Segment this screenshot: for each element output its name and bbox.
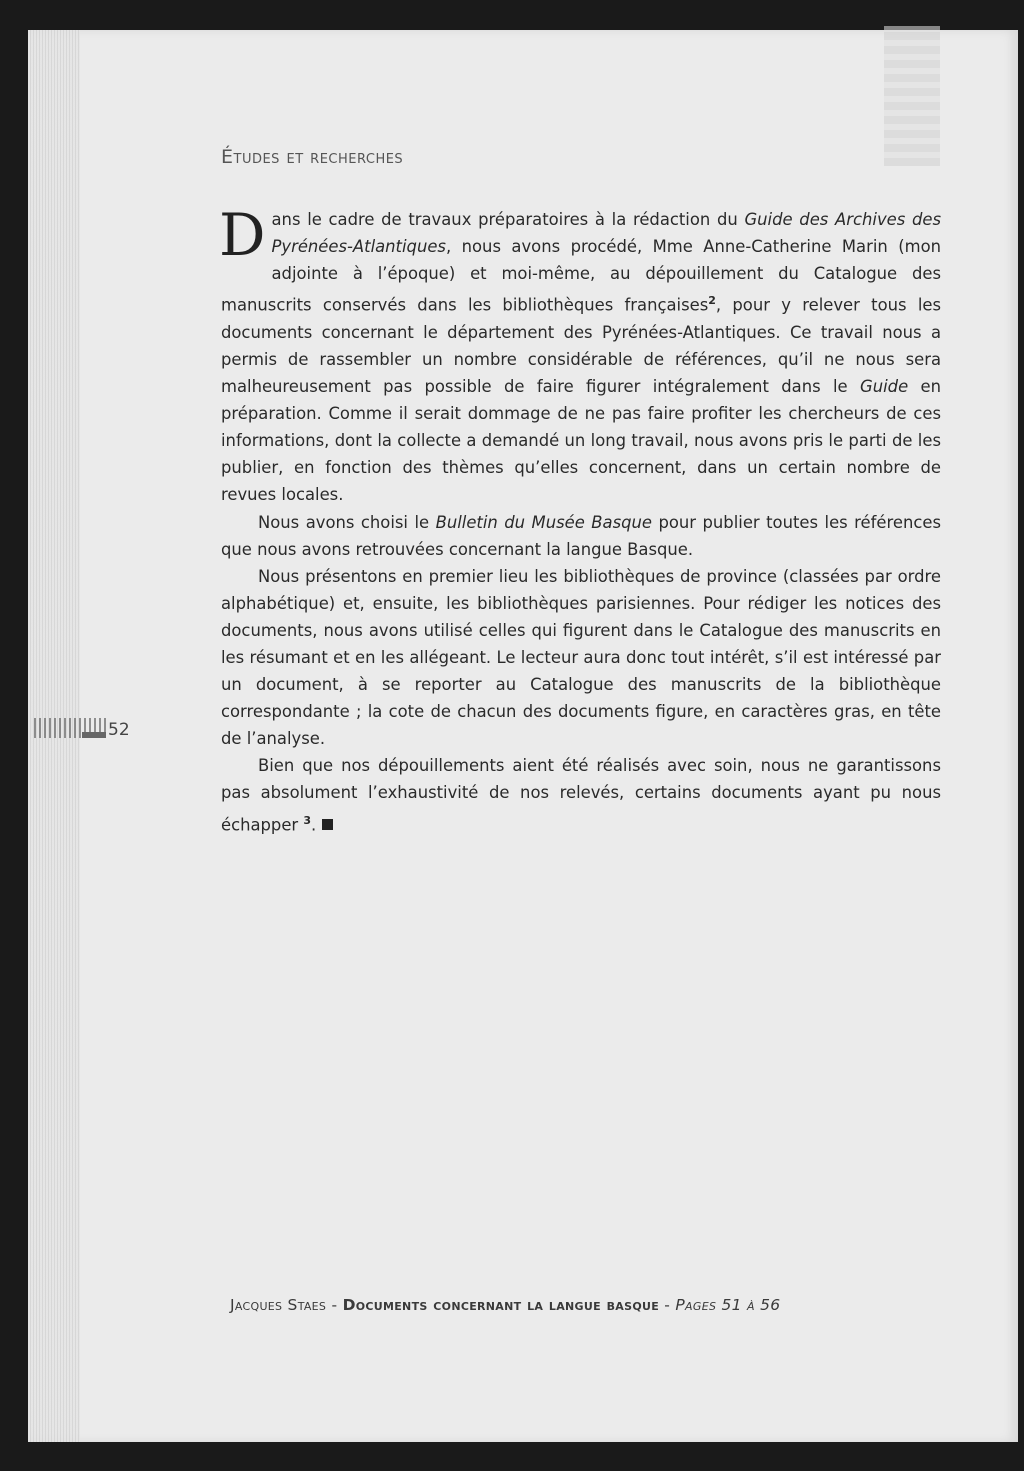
paragraph-1: Dans le cadre de travaux préparatoires à la rédaction du Guide des Archives des Pyrénées-Atlantiques, nous avons procédé, Mme Anne-Catherine Marin (mon adjointe à l’époque) et moi-même, au dépouillement du Catalogue des manuscrits conservés dans les bibliothèques françaises$^2$, pour y relever tous les documents concernant le département des Pyrénées-Atlantiques. Ce travail nous a permis de rassembler un nombre considérable de références, qu’il ne nous sera malheureusement pas possible de faire figurer intégralement dans le Guide en préparation. Comme il serait dommage de ne pas faire profiter les chercheurs de ces informations, dont la collecte a demandé un long travail, nous avons pris le parti de les publier, en fonction des thèmes qu’elles concernent, dans un certain nombre de revues locales. xyxy=(219,201,942,505)
footer-author: Jacques Staes xyxy=(230,1296,327,1314)
footer-pages: Pages 51 à 56 xyxy=(675,1296,781,1314)
section-title: Études et recherches xyxy=(221,146,404,168)
footer-title: Documents concernant la langue basque xyxy=(342,1296,660,1314)
ornament-bleed xyxy=(884,26,940,166)
page-number: 52 xyxy=(108,720,130,740)
dropcap: D xyxy=(219,201,266,269)
running-footer: Jacques Staes - Documents concernant la langue basque - Pages 51 à 56 xyxy=(230,1296,781,1314)
paragraph-2: Nous avons choisi le Bulletin du Musée Basque pour publier toutes les références que nous avons retrouvées concernant la langue Basque. xyxy=(221,512,941,559)
section-header xyxy=(221,146,403,168)
footnote-ref: 3 xyxy=(303,813,312,827)
paragraph-3: Nous présentons en premier lieu les bibliothèques de province (classées par ordre alphabétique) et, ensuite, les bibliothèques parisiennes. Pour rédiger les notices des documents, nous avons utilisé celles qui figurent dans le Catalogue des manuscrits en les résumant et en les allégeant. Le lecteur aura donc tout intérêt, s’il est intéressé par un document, à se reporter au Catalogue des manuscrits de la bibliothèque correspondante ; la cote de chacun des documents figure, en caractères gras, en tête de l’analyse. xyxy=(221,566,941,749)
folio-bar xyxy=(82,732,106,738)
end-mark-icon xyxy=(322,819,333,830)
article-body xyxy=(219,201,942,838)
paragraph-4: Bien que nos dépouillements aient été réalisés avec soin, nous ne garantissons pas absolument l’exhaustivité de nos relevés, certains documents ayant pu nous échapper $^3$. xyxy=(221,756,941,834)
footnote-ref: 2 xyxy=(708,294,716,308)
